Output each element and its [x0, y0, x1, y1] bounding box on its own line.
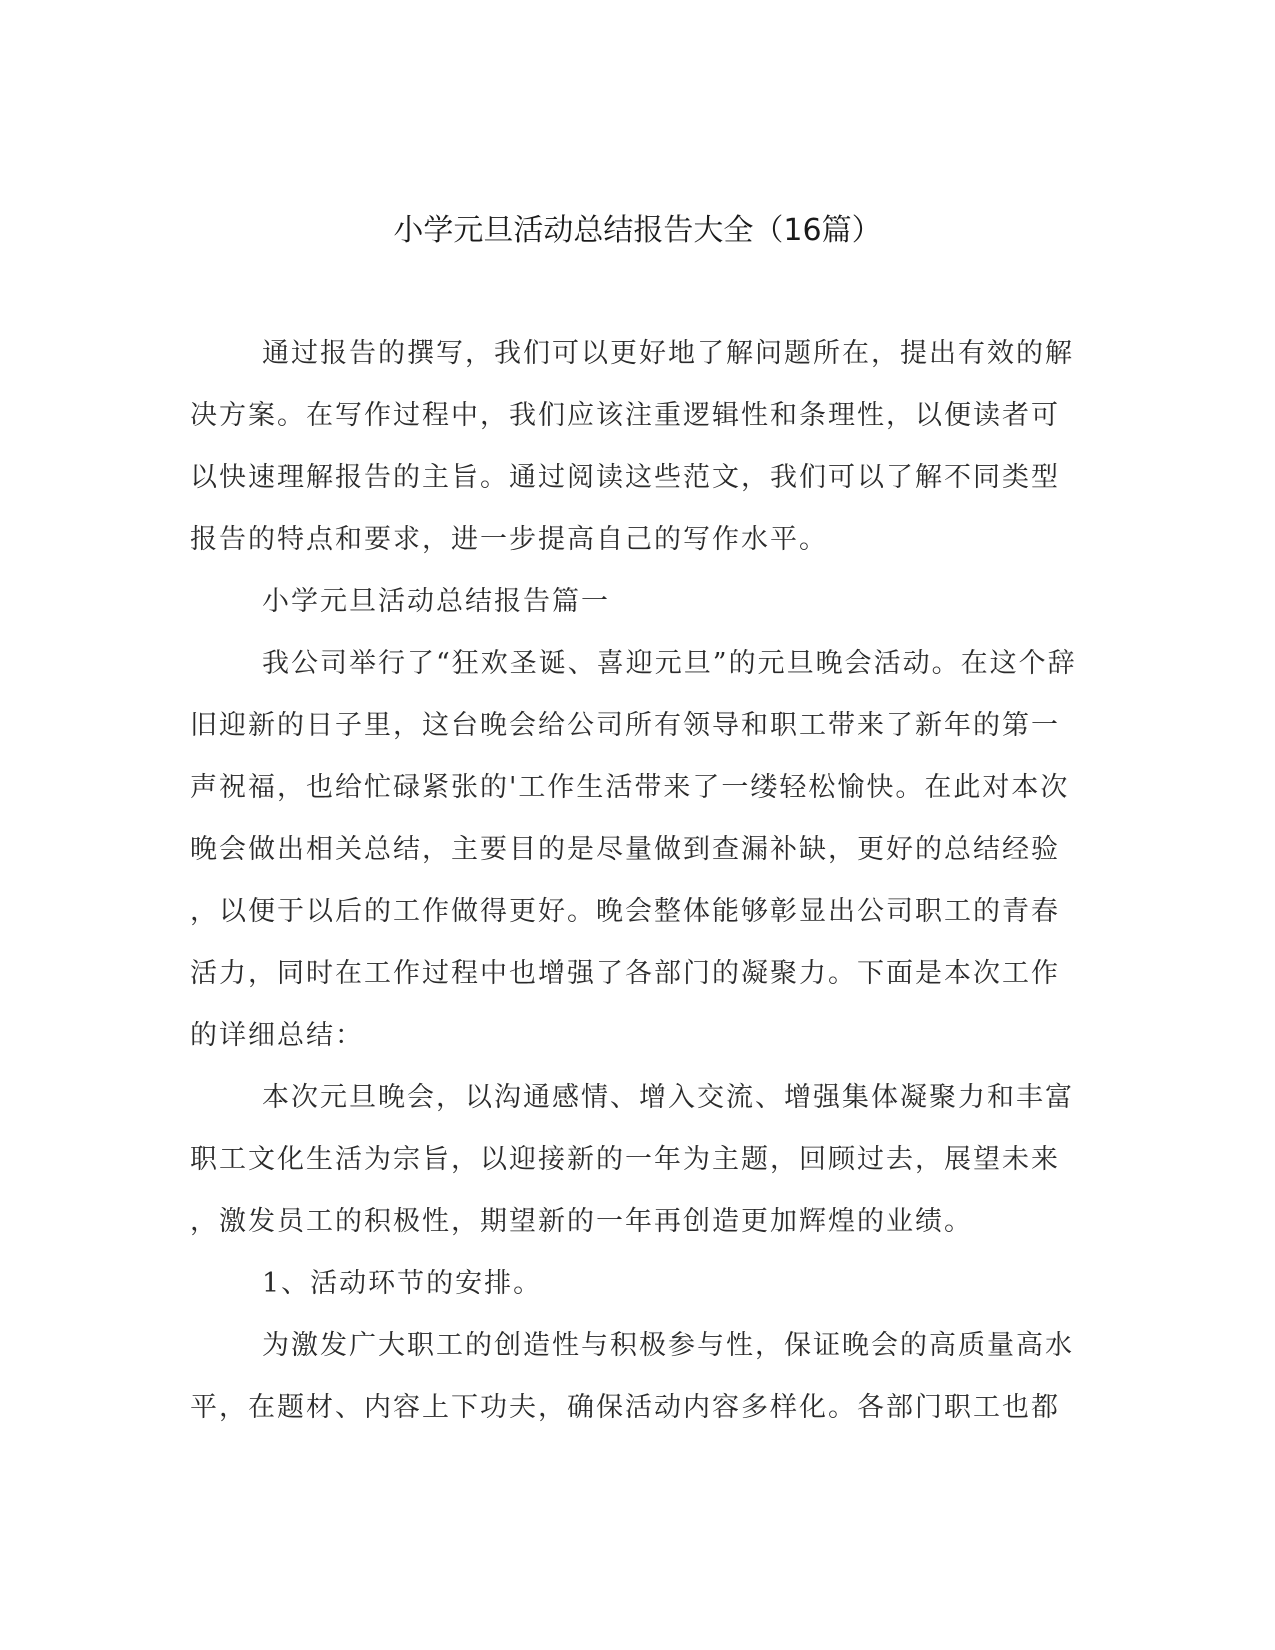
- body-line: 我公司举行了“狂欢圣诞、喜迎元旦”的元旦晚会活动。在这个辞: [262, 648, 1077, 679]
- body-line: 1、活动环节的安排。: [262, 1268, 543, 1299]
- body-line: 声祝福，也给忙碌紧张的'工作生活带来了一缕轻松愉快。在此对本次: [190, 772, 1070, 803]
- body-line: 平，在题材、内容上下功夫，确保活动内容多样化。各部门职工也都: [190, 1392, 1060, 1423]
- body-line: 晚会做出相关总结，主要目的是尽量做到查漏补缺，更好的总结经验: [190, 834, 1060, 865]
- body-line: 以快速理解报告的主旨。通过阅读这些范文，我们可以了解不同类型: [190, 462, 1060, 493]
- body-line: 本次元旦晚会，以沟通感情、增入交流、增强集体凝聚力和丰富: [262, 1082, 1074, 1113]
- body-line: ，以便于以后的工作做得更好。晚会整体能够彰显出公司职工的青春: [190, 896, 1060, 927]
- body-line: 报告的特点和要求，进一步提高自己的写作水平。: [190, 524, 828, 555]
- document-title: 小学元旦活动总结报告大全（16篇）: [393, 213, 882, 248]
- body-line: 旧迎新的日子里，这台晚会给公司所有领导和职工带来了新年的第一: [190, 710, 1060, 741]
- body-line: 通过报告的撰写，我们可以更好地了解问题所在，提出有效的解: [262, 338, 1074, 369]
- body-line: 职工文化生活为宗旨，以迎接新的一年为主题，回顾过去，展望未来: [190, 1144, 1060, 1175]
- body-line: 小学元旦活动总结报告篇一: [262, 586, 610, 617]
- body-line: ，激发员工的积极性，期望新的一年再创造更加辉煌的业绩。: [190, 1206, 973, 1237]
- body-line: 为激发广大职工的创造性与积极参与性，保证晚会的高质量高水: [262, 1330, 1074, 1361]
- body-line: 的详细总结：: [190, 1020, 364, 1051]
- document-body: [190, 323, 1080, 1439]
- body-line: 决方案。在写作过程中，我们应该注重逻辑性和条理性，以便读者可: [190, 400, 1060, 431]
- body-line: 活力，同时在工作过程中也增强了各部门的凝聚力。下面是本次工作: [190, 958, 1060, 989]
